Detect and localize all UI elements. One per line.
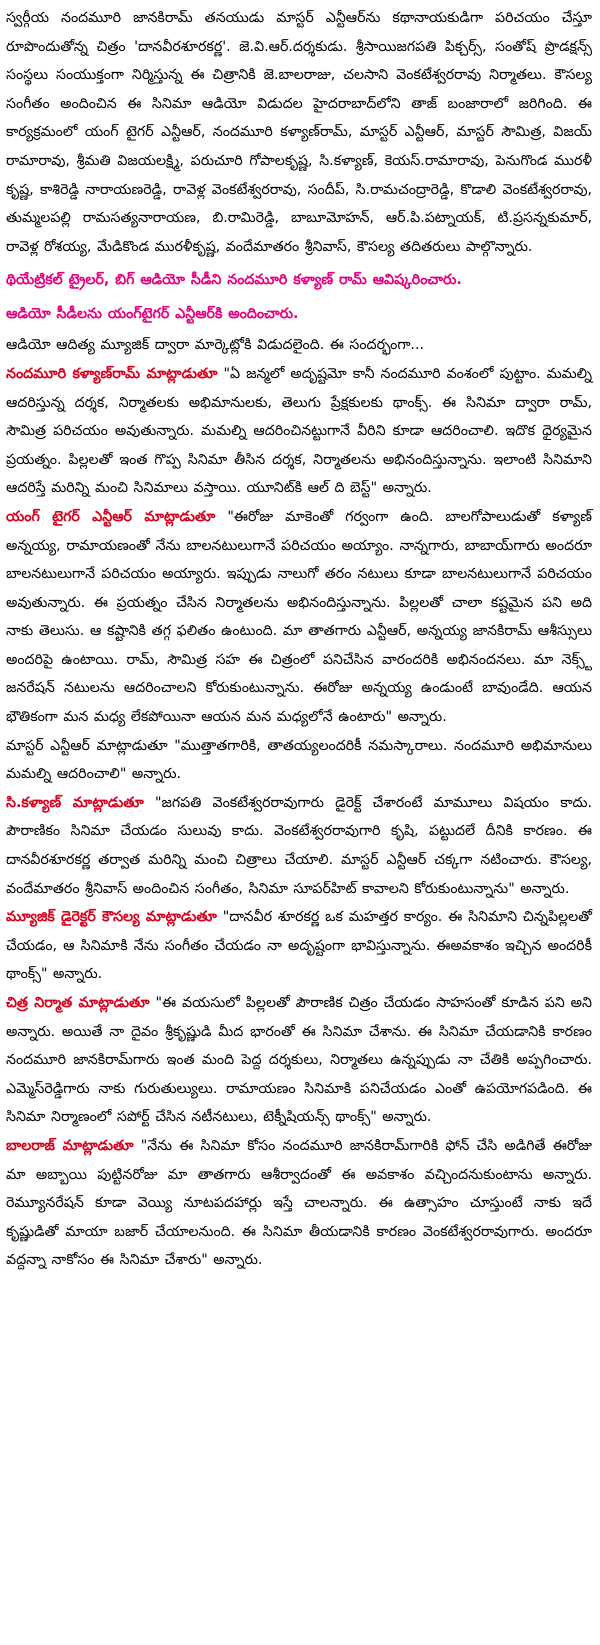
speech-balaraj bbox=[6, 1132, 592, 1275]
intro-paragraph: స్వర్గీయ నందమూరి జానకిరామ్ తనయుడు మాస్టర్ ఎన్టీఆర్‌ను కథానాయకుడిగా పరిచయం చేస్తూ రూపొందుతోన్న చిత్రం 'దానవీరశూరకర్ణ'. జె.వి.ఆర్.దర్శకుడు. శ్రీసాయిజగపతి పిక్చర్స్, సంతోష్ ప్రొడక్షన్స్ సంస్థలు సంయుక్తంగా నిర్మిస్తున్న ఈ చిత్రానికి జె.బాలరాజు, చలసాని వెంకటేశ్వరరావు నిర్మాతలు. కౌసల్య సంగీతం అందించిన ఈ సినిమా ఆడియో విడుదల హైదరాబాద్‌లోని తాజ్ బంజారాలో జరిగింది. ఈ కార్యక్రమంలో యంగ్ టైగర్ ఎన్టీఆర్, నందమూరి కళ్యాణ్‌రామ్, మాస్టర్ ఎన్టీఆర్, మాస్టర్ సౌమిత్ర, విజయ్ రామారావు, శ్రీమతి విజయలక్ష్మి, పరుచూరి గోపాలకృష్ణ, సి.కళ్యాణ్, కెయస్.రామారావు, పెనుగొండ మురళీ కృష్ణ, కాశిరెడ్డి నారాయణరెడ్డి, రావెళ్ల వెంకటేశ్వరరావు, సందీప్, సి.రామచంద్రారెడ్డి, కొడాలి వెంకటేశ్వరరావు, తుమ్మలపల్లి రామసత్యనారాయణ, బి.రామిరెడ్డి, బాబూమోహన్, ఆర్.పి.పట్నాయక్, టి.ప్రసన్నకుమార్, రావెళ్ల రోశయ్య, మేడికొండ మురళీకృష్ణ, వందేమాతరం శ్రీనివాస్, కౌసల్య తదితరులు పాల్గొన్నారు. bbox=[6, 10, 592, 255]
speech-text: మాస్టర్ ఎన్టీఆర్ మాట్లాడుతూ "ముత్తాతగారికి, తాతయ్యలందరికీ నమస్కారాలు. నందమూరి అభిమానులు మమల్ని ఆదరించాలి" అన్నారు. bbox=[6, 737, 592, 783]
speech-producer bbox=[6, 989, 592, 1132]
audio-release-paragraph: ఆడియో ఆదిత్య మ్యూజిక్ ద్వారా మార్కెట్లోకి విడుదలైంది. ఈ సందర్భంగా... bbox=[6, 337, 424, 354]
speech-text: "జగపతి వెంకటేశ్వరరావుగారు డైరెక్ట్ చేశారంటే మామూలు విషయం కాదు. పౌరాణికం సినిమా చేయడం సులువు కాదు. వెంకటేశ్వరరావుగారి కృషి, పట్టుదలే దీనికి కారణం. ఈ దానవీరశూరకర్ణ తర్వాత మరిన్ని మంచి చిత్రాలు చేయాలి. మాస్టర్ ఎన్టీఆర్ చక్కగా నటించారు. కౌసల్య, వందేమాతరం శ్రీనివాస్ అందించిన సంగీతం, సినిమా సూపర్‌హిట్ కావాలని కోరుకుంటున్నాను" అన్నారు. bbox=[6, 794, 592, 897]
speech-kousalya bbox=[6, 903, 592, 989]
speech-text: "ఈరోజు మాకెంతో గర్వంగా ఉంది. బాలగోపాలుడుతో కళ్యాణ్ అన్నయ్య, రామాయణంతో నేను బాలనటులుగానే పరిచయం అయ్యాం. నాన్నగారు, బాబాయ్‌గారు అందరూ బాలనటులుగానే పరిచయం అయ్యారు. ఇప్పుడు నాలుగో తరం నటులు కూడా బాలనటులుగానే పరిచయం అవుతున్నారు. ఈ ప్రయత్నం చేసిన నిర్మాతలను అభినందిస్తున్నాను. పిల్లలతో చాలా కష్టమైన పని అది నాకు తెలుసు. ఆ కష్టానికి తగ్గ ఫలితం ఉంటుంది. మా తాతగారు ఎన్టీఆర్, అన్నయ్య జానకిరామ్ ఆశీస్సులు అందరిపై ఉంటాయి. రామ్, సౌమిత్ర సహ ఈ చిత్రంలో పనిచేసిన వారందరికి అభినందనలు. మా నెక్స్ట్ జనరేషన్ నటులను ఆదరించాలని కోరుకుంటున్నాను. ఈరోజు అన్నయ్య ఉండుంటే బావుండేది. ఆయన భౌతికంగా మన మధ్య లేకపోయినా ఆయన మన మధ్యలోనే ఉంటారు" అన్నారు. bbox=[6, 508, 592, 726]
speech-text: "నేను ఈ సినిమా కోసం నందమూరి జానకిరామ్‌గారికి ఫోన్ చేసి అడిగితే ఈరోజు మా అబ్బాయి పుట్టినరోజు మా తాతగారు ఆశీర్వాదంతో ఈ అవకాశం వచ్చిందనుకుంటాను అన్నారు. రెమ్యూనరేషన్ కూడా వెయ్యి నూటపదహార్లు ఇస్తే చాలన్నారు. ఈ ఉత్సాహం చూస్తుంటే నాకు ఇదే కృష్ణుడితో మాయా బజార్ చేయాలనుంది. ఈ సినిమా తీయడానికి కారణం వెంకటేశ్వరరావుగారు. అందరూ వద్దన్నా నాకోసం ఈ సినిమా చేశారు" అన్నారు. bbox=[6, 1137, 592, 1269]
speaker-name: నందమూరి కళ్యాణ్‌రామ్ మాట్లాడుతూ bbox=[6, 365, 218, 382]
speech-text: "ఏ జన్మలో అదృష్టమో కానీ నందమూరి వంశంలో పుట్టాం. మమల్ని ఆదరిస్తున్న దర్శక, నిర్మాతలకు అభిమానులకు, తెలుగు ప్రేక్షకులకు థాంక్స్. ఈ సినిమా ద్వారా రామ్, సౌమిత్ర పరిచయం అవుతున్నారు. మమల్ని ఆదరించినట్టుగానే వీరిని కూడా ఆదరించాలి. ఇదొక ధైర్యమైన ప్రయత్నం. పిల్లలతో ఇంత గొప్ప సినిమా తీసిన దర్శక, నిర్మాతలను అభినందిస్తున్నాను. ఇలాంటి సినిమాని ఆదరిస్తే మరిన్ని మంచి సినిమాలు వస్తాయి. యూనిట్‌కి ఆల్ ది బెస్ట్" అన్నారు. bbox=[6, 365, 592, 497]
highlight-cd-handover: ఆడియో సీడీలను యంగ్‌టైగర్ ఎన్టీఆర్‌కి అందించారు. bbox=[6, 306, 299, 323]
speaker-name: మ్యూజిక్ డైరెక్టర్ కౌసల్య మాట్లాడుతూ bbox=[6, 909, 217, 926]
speech-text: "దానవీర శూరకర్ణ ఒక మహత్తర కార్యం. ఈ సినిమాని చిన్నపిల్లలతో చేయడం, ఆ సినిమాకి నేను సంగీతం చేయడం నా అదృష్టంగా భావిస్తున్నాను. ఈఅవకాశం ఇచ్చిన అందరికీ థాంక్స్" అన్నారు. bbox=[6, 909, 592, 983]
speech-text: "ఈ వయసులో పిల్లలతో పౌరాణిక చిత్రం చేయడం సాహసంతో కూడిన పని అని అన్నారు. అయితే నా దైవం శ్రీకృష్ణుడి మీద భారంతో ఈ సినిమా చేశాను. ఈ సినిమా చేయడానికి కారణం నందమూరి జానకిరామ్‌గారు ఇంత మంది పెద్ద దర్శకులు, నిర్మాతలు ఉన్నప్పుడు నా చేతికి అప్పగించారు. ఎమ్మెస్‌రెడ్డిగారు నాకు గురుతుల్యులు. రామాయణం సినిమాకి పనిచేయడం ఎంతో ఉపయోగపడింది. ఈ సినిమా నిర్మాణంలో సపోర్ట్ చేసిన నటీనటులు, టెక్నీషియన్స్ థాంక్స్" అన్నారు. bbox=[6, 995, 592, 1126]
speech-master-ntr bbox=[6, 732, 592, 789]
speech-young-tiger-ntr bbox=[6, 503, 592, 732]
highlight-trailer-launch: థియేట్రికల్ ట్రైలర్, బిగ్ ఆడియో సీడీని నందమూరి కళ్యాణ్ రామ్ ఆవిష్కరించారు. bbox=[6, 272, 462, 289]
speaker-name: సి.కళ్యాణ్ మాట్లాడుతూ bbox=[6, 794, 144, 811]
speech-c-kalyan bbox=[6, 789, 592, 903]
speaker-name: చిత్ర నిర్మాత మాట్లాడుతూ bbox=[6, 995, 150, 1011]
speaker-name: యంగ్ టైగర్ ఎన్టీఆర్ మాట్లాడుతూ bbox=[6, 508, 216, 525]
speaker-name: బాలరాజ్ మాట్లాడుతూ bbox=[6, 1137, 134, 1154]
speech-kalyanram bbox=[6, 360, 592, 503]
